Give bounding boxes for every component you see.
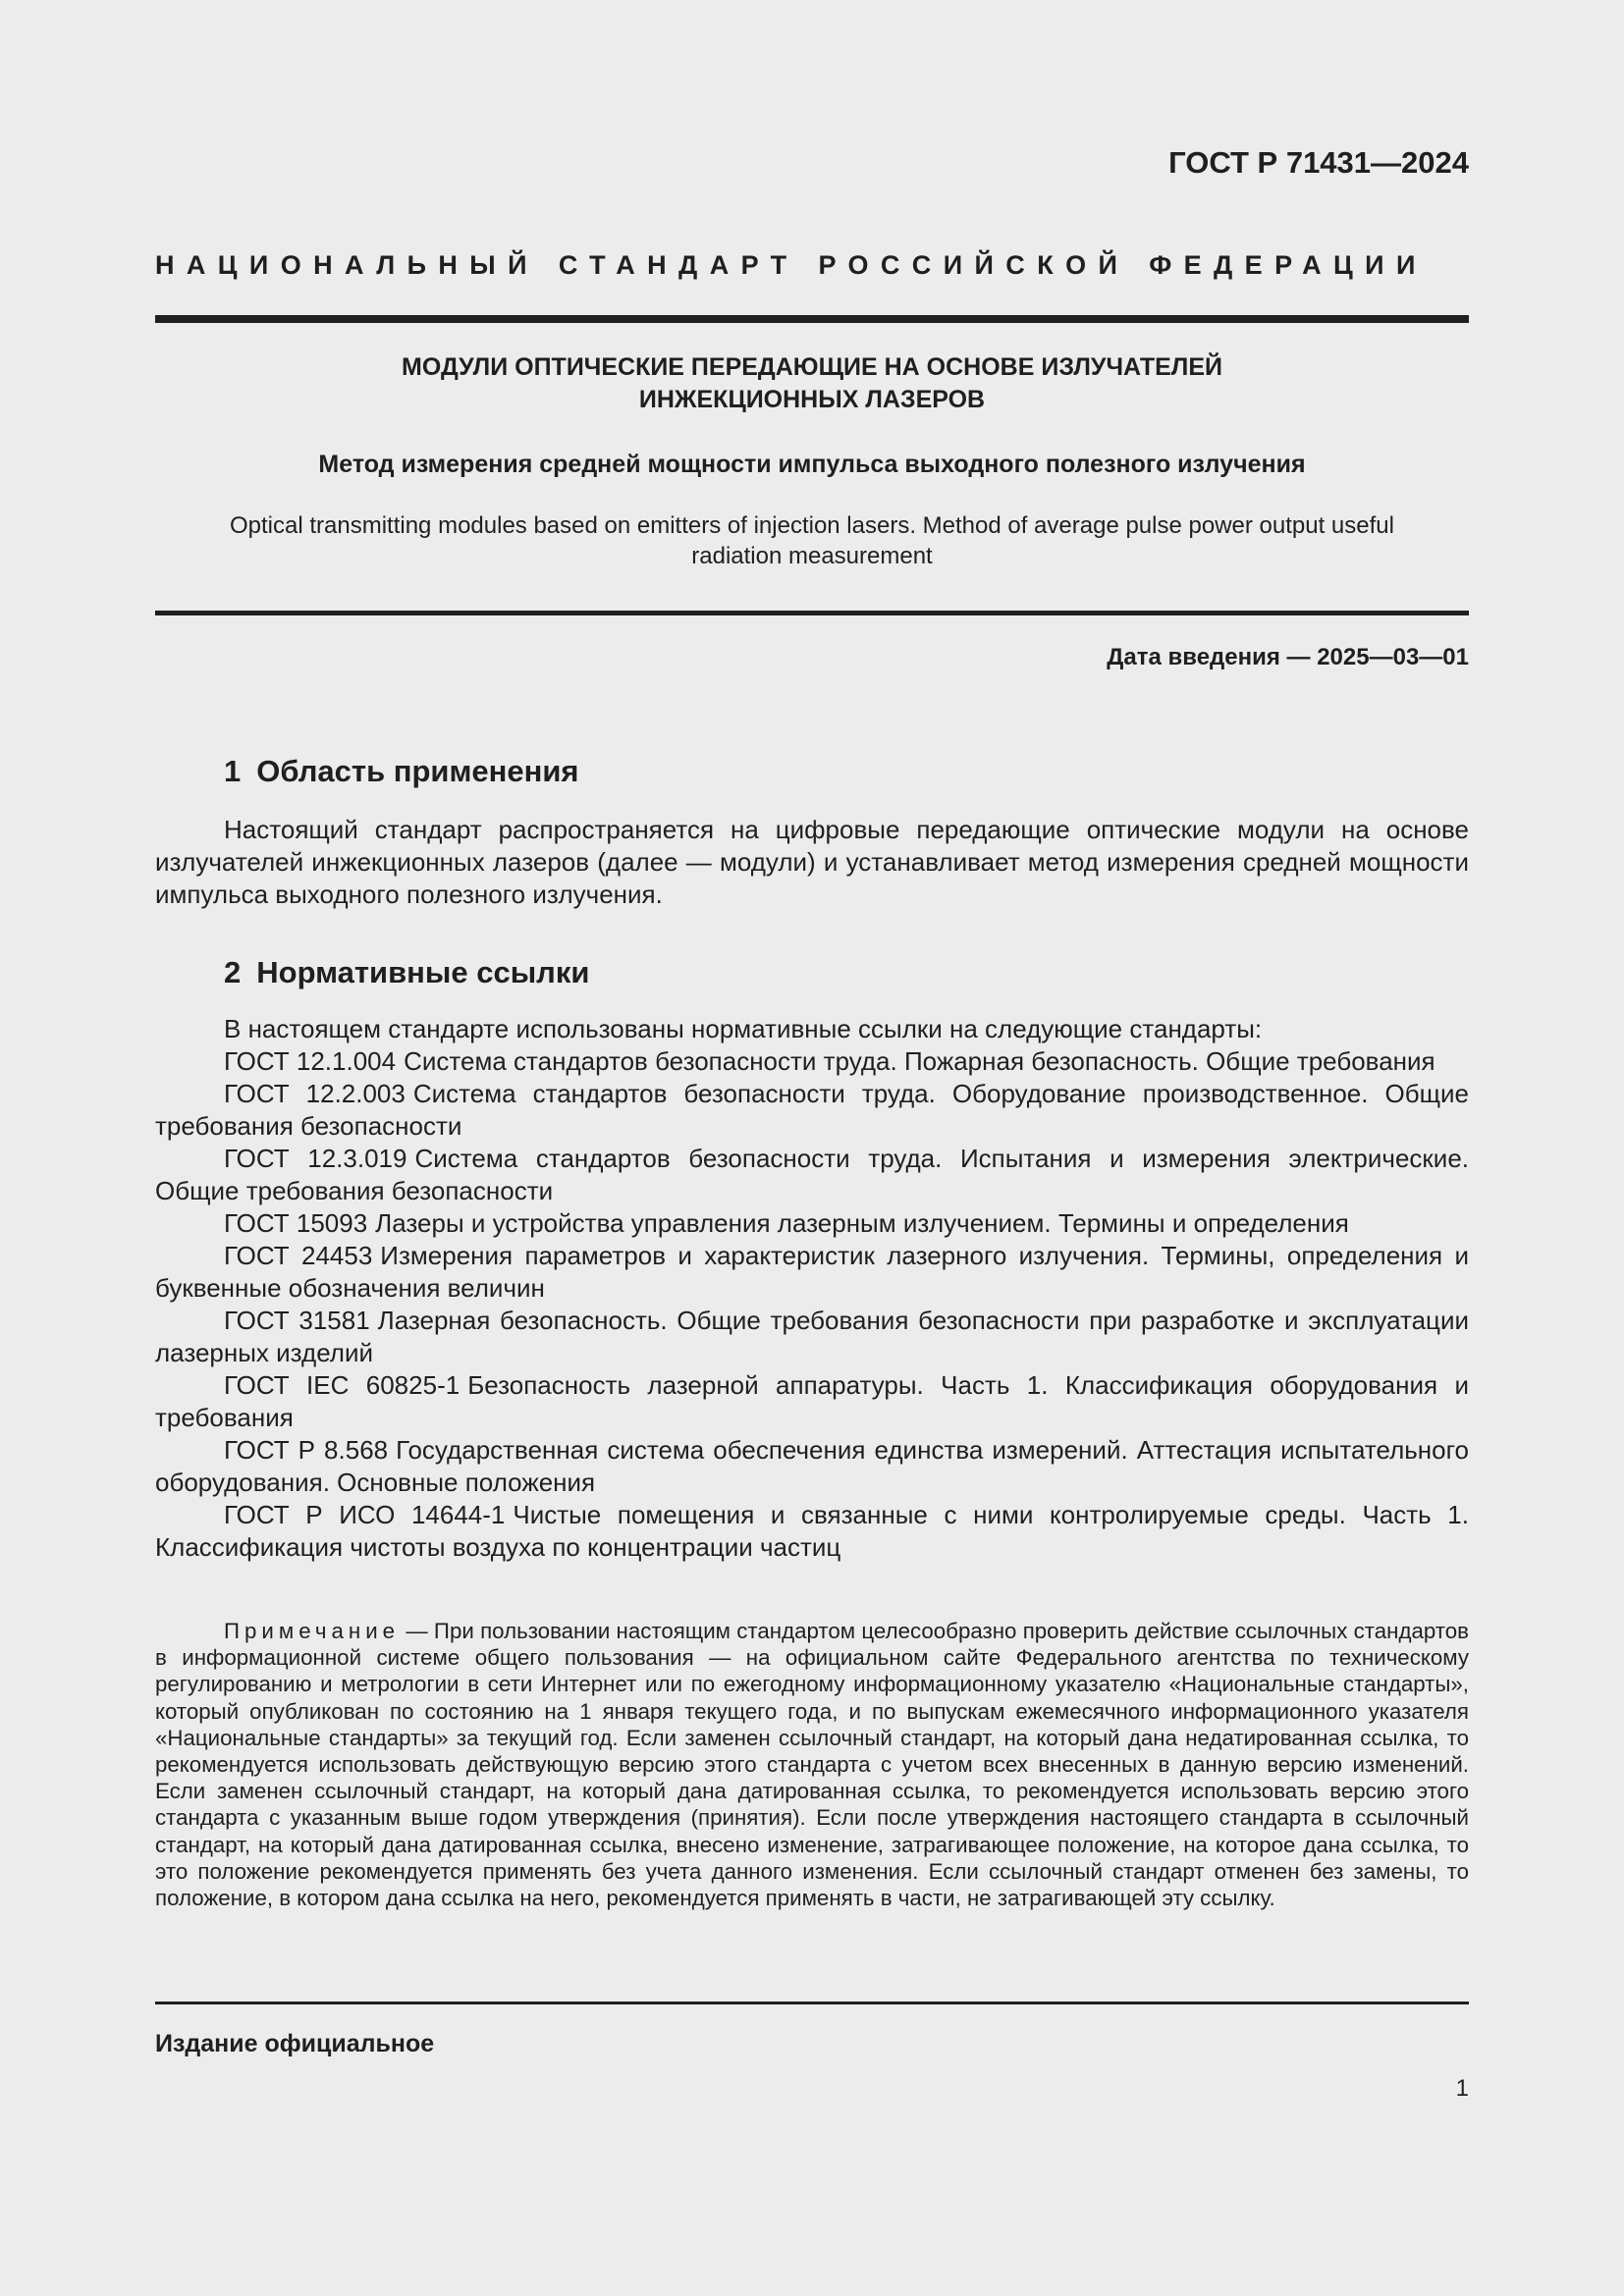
reference-title: Лазеры и устройства управления лазерным излучением. Термины и определения [375, 1208, 1349, 1238]
reference-code: ГОСТ 31581 [224, 1306, 370, 1335]
header-divider [155, 315, 1469, 323]
reference-item [155, 1499, 1469, 1564]
note-text: — При пользовании настоящим стандартом целесообразно проверить действие ссылочных стандартов в информационной системе общего пользования — на официальном сайте Федерального агентства по техническому регулированию и метрологии в сети Интернет или по ежегодному информационному указателю «Национальные стандарты», который опубликован по состоянию на 1 января текущего года, и по выпускам ежемесячного информационного указателя «Национальные стандарты» за текущий год. Если заменен ссылочный стандарт, на который дана недатированная ссылка, то рекомендуется использовать действующую версию этого стандарта с учетом всех внесенных в данную версию изменений. Если заменен ссылочный стандарт, на который дана датированная ссылка, то рекомендуется использовать версию этого стандарта с указанным выше годом утверждения (принятия). Если после утверждения настоящего стандарта в ссылочный стандарт, на который дана датированная ссылка, внесено изменение, затрагивающее положение, на которое дана ссылка, то это положение рекомендуется применять без учета данного изменения. Если ссылочный стандарт отменен без замены, то положение, в котором дана ссылка на него, рекомендуется применять в части, не затрагивающей эту ссылку. [155, 1619, 1469, 1911]
section-1-title: Область применения [256, 754, 579, 788]
reference-code: ГОСТ 12.3.019 [224, 1144, 407, 1173]
english-title-line-2: radiation measurement [691, 543, 933, 569]
reference-code: ГОСТ Р 8.568 [224, 1435, 389, 1465]
title-line-2: ИНЖЕКЦИОННЫХ ЛАЗЕРОВ [638, 386, 986, 413]
reference-title: Система стандартов безопасности труда. Пожарная безопасность. Общие требования [404, 1046, 1435, 1076]
reference-item [155, 1078, 1469, 1143]
footer-divider [155, 2002, 1469, 2004]
section-2-heading [224, 955, 589, 990]
title-line-1: МОДУЛИ ОПТИЧЕСКИЕ ПЕРЕДАЮЩИЕ НА ОСНОВЕ ИЗЛУЧАТЕЛЕЙ [402, 353, 1222, 381]
references-note [155, 1618, 1469, 1911]
reference-item [155, 1434, 1469, 1499]
reference-code: ГОСТ 24453 [224, 1241, 373, 1270]
national-standard-heading: НАЦИОНАЛЬНЫЙ СТАНДАРТ РОССИЙСКОЙ ФЕДЕРАЦИИ [155, 250, 1428, 280]
reference-title: Безопасность лазерной аппаратуры. Часть 1. Классификация оборудования и требования [155, 1370, 1469, 1432]
section-1-number: 1 [224, 754, 242, 788]
reference-item [155, 1143, 1469, 1207]
english-title [155, 510, 1469, 571]
normative-references [155, 1013, 1469, 1564]
reference-code: ГОСТ 12.1.004 [224, 1046, 397, 1076]
document-number: ГОСТ Р 71431—2024 [1168, 145, 1469, 180]
reference-title: Государственная система обеспечения единства измерений. Аттестация испытательного оборудования. Основные положения [155, 1435, 1469, 1497]
reference-item [155, 1305, 1469, 1369]
reference-title: Система стандартов безопасности труда. Испытания и измерения электрические. Общие требования безопасности [155, 1144, 1470, 1205]
reference-item [155, 1240, 1469, 1305]
reference-list [155, 1045, 1469, 1564]
english-title-line-1: Optical transmitting modules based on emitters of injection lasers. Method of average pulse power output useful [230, 512, 1394, 539]
title-divider [155, 611, 1469, 615]
reference-title: Чистые помещения и связанные с ними контролируемые среды. Часть 1. Классификация чистоты воздуха по концентрации частиц [155, 1500, 1469, 1562]
section-1-text: Настоящий стандарт распространяется на цифровые передающие оптические модули на основе излучателей инжекционных лазеров (далее — модули) и устанавливает метод измерения средней мощности импульса выходного полезного излучения. [155, 815, 1469, 909]
reference-code: ГОСТ 12.2.003 [224, 1079, 406, 1108]
reference-code: ГОСТ Р ИСО 14644-1 [224, 1500, 506, 1529]
page-number: 1 [1455, 2075, 1469, 2102]
reference-code: ГОСТ 15093 [224, 1208, 368, 1238]
document-title [155, 351, 1469, 416]
references-lead: В настоящем стандарте использованы нормативные ссылки на следующие стандарты: [224, 1014, 1263, 1043]
section-2-number: 2 [224, 955, 242, 989]
introduction-date: Дата введения — 2025—03—01 [1107, 644, 1469, 670]
reference-item [155, 1207, 1469, 1240]
reference-title: Измерения параметров и характеристик лазерного излучения. Термины, определения и буквенные обозначения величин [155, 1241, 1469, 1303]
section-1-heading [224, 754, 579, 789]
reference-title: Система стандартов безопасности труда. Оборудование производственное. Общие требования безопасности [155, 1079, 1469, 1141]
official-edition: Издание официальное [155, 2030, 435, 2057]
document-subtitle: Метод измерения средней мощности импульса выходного полезного излучения [318, 451, 1306, 478]
reference-title: Лазерная безопасность. Общие требования безопасности при разработке и эксплуатации лазерных изделий [155, 1306, 1469, 1367]
section-2-title: Нормативные ссылки [256, 955, 590, 989]
reference-item [155, 1369, 1469, 1434]
note-label: Примечание [224, 1619, 401, 1643]
reference-code: ГОСТ IEC 60825-1 [224, 1370, 460, 1400]
reference-item [155, 1045, 1469, 1078]
